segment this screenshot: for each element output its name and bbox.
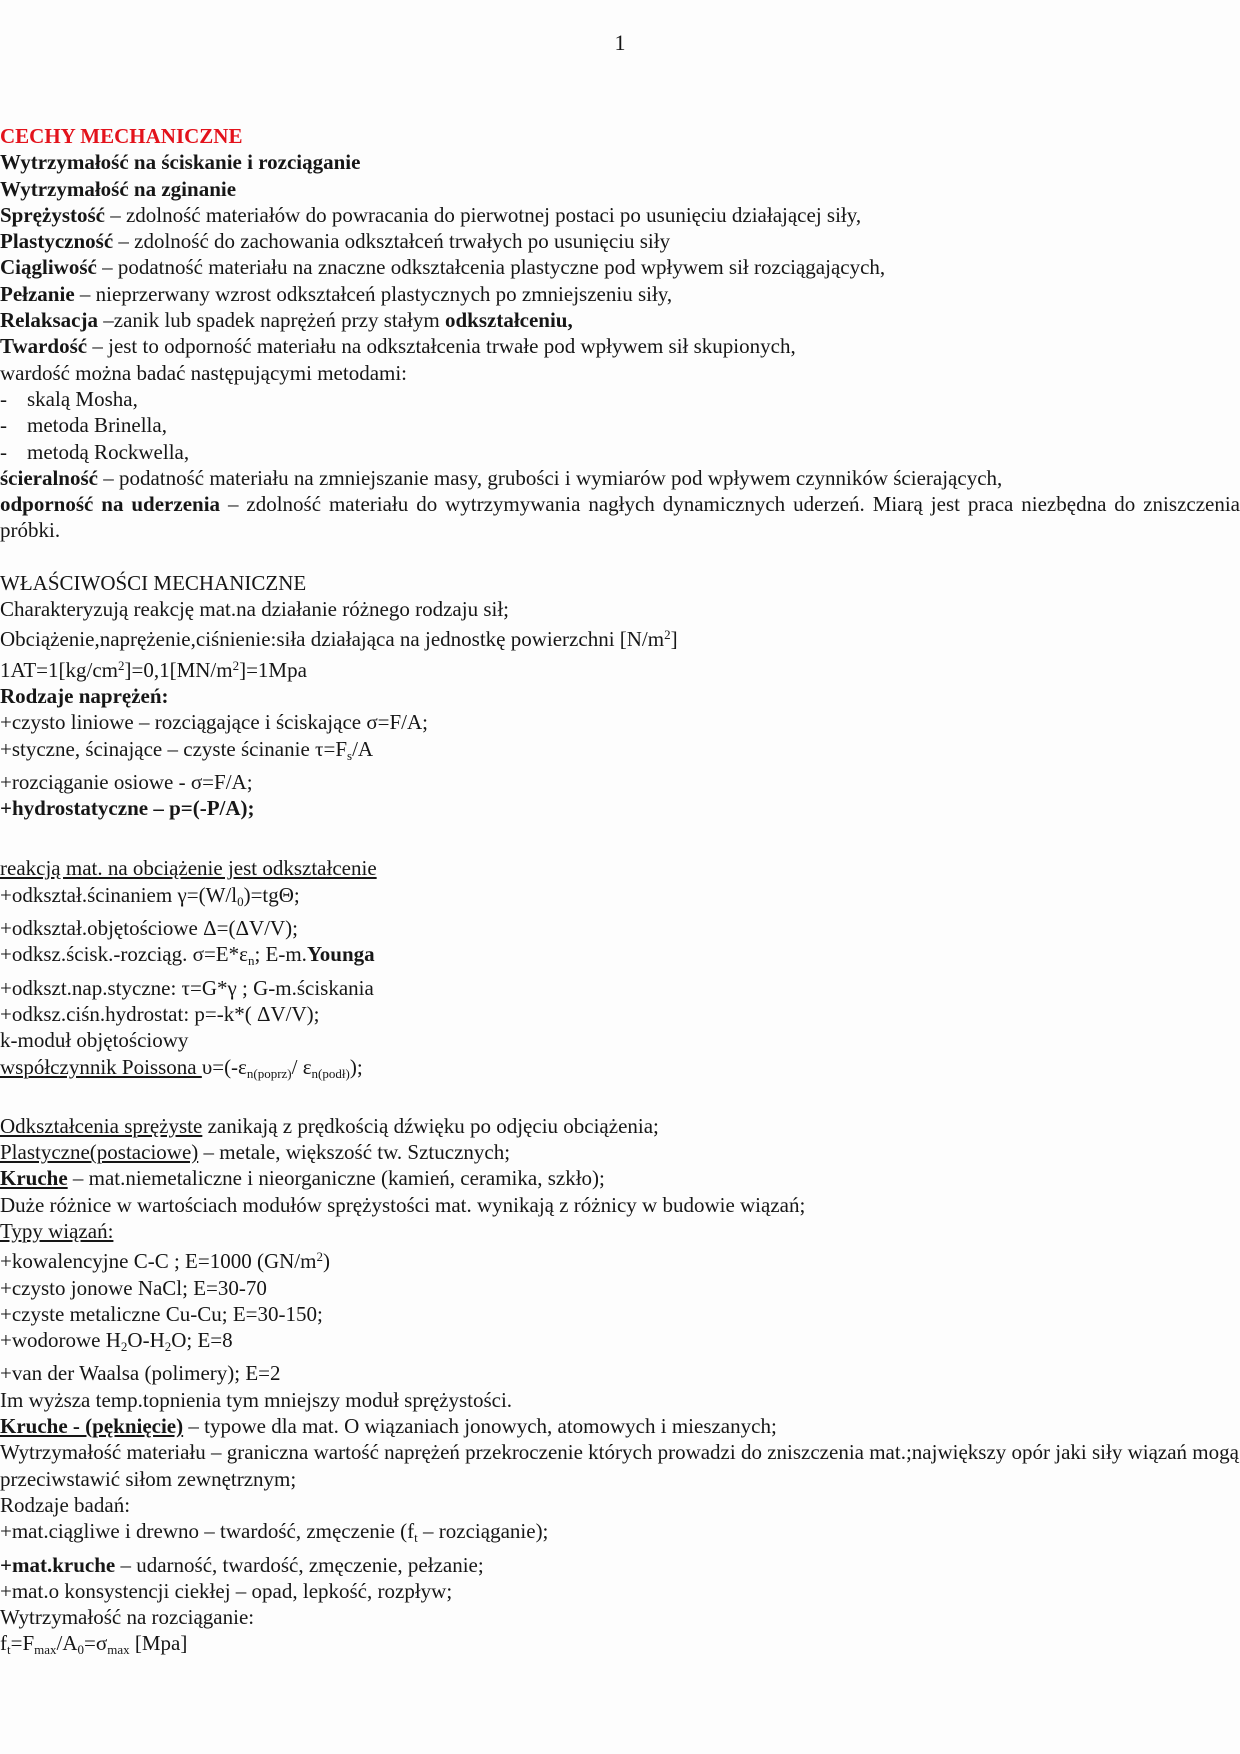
text-line xyxy=(0,1578,1240,1604)
text-run: metoda Brinella, xyxy=(27,413,167,438)
text-run: – podatność materiału na zmniejszanie masy, grubości i wymiarów pod wpływem czynników ścierających, xyxy=(97,465,1003,490)
text-run: n xyxy=(247,953,255,969)
text-run: Kruche xyxy=(0,1166,68,1191)
text-run: Plastyczne(postaciowe) xyxy=(0,1140,199,1165)
text-line xyxy=(0,491,1240,544)
text-line xyxy=(0,1165,1240,1191)
text-line xyxy=(0,465,1240,491)
text-run: – mat.niemetaliczne i nieorganiczne (kamień, ceramika, szkło); xyxy=(67,1166,605,1191)
text-run: Odkształcenia sprężyste xyxy=(0,1113,203,1138)
text-line xyxy=(0,149,1240,175)
text-run: 2 xyxy=(664,627,671,643)
text-line xyxy=(0,1139,1240,1165)
text-run: Charakteryzują reakcję mat.na działanie różnego rodzaju sił; xyxy=(0,597,510,622)
text-run: /A xyxy=(56,1631,78,1656)
text-run: +czysto liniowe – rozciągające i ściskające σ=F/A; xyxy=(0,710,429,735)
text-line xyxy=(0,386,1240,412)
text-line xyxy=(0,1218,1240,1244)
text-run: s xyxy=(347,747,353,763)
text-run: 2 xyxy=(232,657,240,673)
text-run: ); xyxy=(349,1054,363,1079)
text-line xyxy=(0,622,1240,652)
text-run: [Mpa] xyxy=(129,1631,188,1656)
text-line xyxy=(0,1552,1240,1578)
text-run: ) xyxy=(322,1249,330,1274)
text-run: n(podł) xyxy=(311,1065,350,1081)
text-run: Wytrzymałość na ściskanie i rozciąganie xyxy=(0,150,361,175)
text-line xyxy=(0,123,1240,149)
text-line xyxy=(0,1630,1240,1663)
text-line xyxy=(0,360,1240,386)
text-line xyxy=(0,941,1240,974)
text-run: Wytrzymałość materiału – graniczna wartość naprężeń przekroczenie których prowadzi do zniszczenia mat.;największy opór jaki siły wiązań mogą przeciwstawić siłom zewnętrznym; xyxy=(0,1440,1239,1491)
text-run: – udarność, twardość, zmęczenie, pełzanie; xyxy=(115,1552,484,1577)
text-line xyxy=(0,281,1240,307)
text-line xyxy=(0,1027,1240,1053)
text-run: ścieralność xyxy=(0,465,98,490)
text-run: –zanik lub spadek naprężeń przy stałym xyxy=(98,308,445,333)
text-line xyxy=(0,1413,1240,1439)
text-run: +wodorowe H xyxy=(0,1328,121,1353)
text-run: / ε xyxy=(291,1054,312,1079)
text-line xyxy=(0,1001,1240,1027)
text-run: +odkszt.nap.styczne: τ=G*γ ; G-m.ściskania xyxy=(0,975,374,1000)
text-line xyxy=(0,228,1240,254)
text-run: Wytrzymałość na rozciąganie: xyxy=(0,1605,255,1630)
text-run: reakcją mat. na obciążenie jest odkształcenie xyxy=(0,856,377,881)
text-line xyxy=(0,975,1240,1001)
text-run: max xyxy=(34,1642,57,1658)
text-run: Obciążenie,naprężenie,ciśnienie:siła działająca na jednostkę powierzchni [N/m xyxy=(0,627,665,652)
text-run: 2 xyxy=(118,657,125,673)
text-run: k-moduł objętościowy xyxy=(0,1028,189,1053)
text-run: +odksz.ścisk.-rozciąg. σ=E*ε xyxy=(0,942,248,967)
text-run: – nieprzerwany wzrost odkształceń plastycznych po zmniejszeniu siły, xyxy=(74,281,673,306)
text-run: Relaksacja xyxy=(0,308,98,333)
text-run: max xyxy=(107,1642,130,1658)
text-run: Im wyższa temp.topnienia tym mniejszy moduł sprężystości. xyxy=(0,1387,513,1412)
text-run: f xyxy=(0,1631,7,1656)
text-run: – metale, większość tw. Sztucznych; xyxy=(198,1140,511,1165)
text-line xyxy=(0,1113,1240,1139)
text-line xyxy=(0,1439,1240,1492)
text-run: CECHY MECHANICZNE xyxy=(0,124,243,148)
text-run: +styczne, ścinające – czyste ścinanie τ=F xyxy=(0,736,347,761)
text-run: Typy wiązań: xyxy=(0,1218,114,1243)
text-run: +mat.o konsystencji ciekłej – opad, lepkość, rozpływ; xyxy=(0,1578,453,1603)
text-run: O; E=8 xyxy=(171,1328,233,1353)
text-run: 2 xyxy=(120,1339,128,1355)
text-run: +mat.ciągliwe i drewno – twardość, zmęczenie (f xyxy=(0,1519,415,1544)
text-run: Twardość xyxy=(0,334,88,359)
text-run: +rozciąganie osiowe - σ=F/A; xyxy=(0,769,253,794)
text-line xyxy=(0,736,1240,769)
text-run: Duże różnice w wartościach modułów sprężystości mat. wynikają z różnicy w budowie wiązań; xyxy=(0,1192,806,1217)
text-line xyxy=(0,1360,1240,1386)
text-line xyxy=(0,882,1240,915)
text-run: t xyxy=(7,1642,11,1658)
text-line xyxy=(0,709,1240,735)
text-run: skalą Mosha, xyxy=(27,386,138,411)
text-line xyxy=(0,596,1240,622)
text-run: Pełzanie xyxy=(0,281,75,306)
text-run: O-H xyxy=(127,1328,165,1353)
text-run: ] xyxy=(670,627,678,652)
text-run: – podatność materiału na znaczne odkształcenia plastyczne pod wpływem sił rozciągających, xyxy=(96,255,886,280)
text-line xyxy=(0,1518,1240,1551)
text-run: metodą Rockwella, xyxy=(27,439,190,464)
text-line xyxy=(0,683,1240,709)
text-run: +kowalencyjne C-C ; E=1000 (GN/m xyxy=(0,1249,317,1274)
text-run: +mat.kruche xyxy=(0,1552,116,1577)
text-line xyxy=(0,1192,1240,1218)
text-run: +odkształ.ścinaniem γ=(W/l xyxy=(0,882,238,907)
text-run: +odksz.ciśn.hydrostat: p=-k*( ΔV/V); xyxy=(0,1001,320,1026)
text-run: Plastyczność xyxy=(0,229,114,254)
text-run: – rozciąganie); xyxy=(417,1519,549,1544)
text-line xyxy=(0,1387,1240,1413)
text-run: +van der Waalsa (polimery); E=2 xyxy=(0,1361,281,1386)
text-line xyxy=(0,855,1240,881)
page-number: 1 xyxy=(614,30,626,55)
text-run: współczynnik Poissona xyxy=(0,1054,202,1079)
text-run: 0 xyxy=(237,893,244,909)
text-run: +hydrostatyczne – p=(-P/A); xyxy=(0,796,255,821)
text-line xyxy=(0,1327,1240,1360)
text-run: =σ xyxy=(84,1631,108,1656)
text-line xyxy=(0,202,1240,228)
text-run: ]=0,1[MN/m xyxy=(124,657,233,682)
text-run: 2 xyxy=(316,1249,323,1265)
text-line xyxy=(0,439,1240,465)
text-run: – typowe dla mat. O wiązaniach jonowych, atomowych i mieszanych; xyxy=(183,1414,777,1439)
text-run: +odkształ.objętościowe Δ=(ΔV/V); xyxy=(0,916,298,941)
text-run: WŁAŚCIWOŚCI MECHANICZNE xyxy=(0,570,307,595)
text-line xyxy=(0,915,1240,941)
document-body xyxy=(0,123,1240,1664)
text-run: zanikają z prędkością dźwięku po odjęciu obciążenia; xyxy=(202,1113,659,1138)
text-run: Rodzaje naprężeń: xyxy=(0,683,169,708)
text-line xyxy=(0,307,1240,333)
text-run: – zdolność materiału do wytrzymywania nagłych dynamicznych uderzeń. Miarą jest praca niezbędna do zniszczenia próbki. xyxy=(0,492,1240,543)
text-line xyxy=(0,333,1240,359)
text-line xyxy=(0,653,1240,683)
text-run: Ciągliwość xyxy=(0,255,97,280)
text-run: - xyxy=(0,413,7,438)
text-run: /A xyxy=(352,736,374,761)
text-line xyxy=(0,1054,1240,1087)
text-line xyxy=(0,570,1240,596)
text-run: Younga xyxy=(306,942,375,967)
text-line xyxy=(0,795,1240,821)
text-line xyxy=(0,769,1240,795)
text-run: - xyxy=(0,439,7,464)
text-run: 0 xyxy=(77,1642,85,1658)
text-line xyxy=(0,1275,1240,1301)
text-run: ]=1Mpa xyxy=(239,657,307,682)
text-line xyxy=(0,1301,1240,1327)
text-line xyxy=(0,176,1240,202)
text-run: – zdolność do zachowania odkształceń trwałych po usunięciu siły xyxy=(113,229,671,254)
text-run: Sprężystość xyxy=(0,202,105,227)
text-run: +czyste metaliczne Cu-Cu; E=30-150; xyxy=(0,1301,323,1326)
text-run: ; E-m. xyxy=(254,942,307,967)
text-run: +czysto jonowe NaCl; E=30-70 xyxy=(0,1275,267,1300)
text-line xyxy=(0,1244,1240,1274)
text-run: odkształceniu, xyxy=(444,308,573,333)
text-run: n(poprz) xyxy=(246,1065,292,1081)
text-run: Rodzaje badań: xyxy=(0,1492,131,1517)
text-line xyxy=(0,1604,1240,1630)
text-run: t xyxy=(414,1530,418,1546)
text-run: – zdolność materiałów do powracania do pierwotnej postaci po usunięciu działającej siły, xyxy=(104,202,862,227)
text-run: =F xyxy=(10,1631,35,1656)
text-run: wardość można badać następującymi metodami: xyxy=(0,360,408,385)
text-run: υ=(-ε xyxy=(201,1054,247,1079)
text-run: 1AT=1[kg/cm xyxy=(0,657,118,682)
text-run: Kruche - (pęknięcie) xyxy=(0,1414,184,1439)
text-run: )=tgΘ; xyxy=(243,882,300,907)
text-line xyxy=(0,254,1240,280)
text-run: - xyxy=(0,386,7,411)
text-run: odporność na uderzenia xyxy=(0,492,221,517)
text-line xyxy=(0,1492,1240,1518)
text-run: – jest to odporność materiału na odkształcenia trwałe pod wpływem sił skupionych, xyxy=(87,334,796,359)
text-line xyxy=(0,412,1240,438)
text-run: Wytrzymałość na zginanie xyxy=(0,176,237,201)
text-run: 2 xyxy=(164,1339,172,1355)
